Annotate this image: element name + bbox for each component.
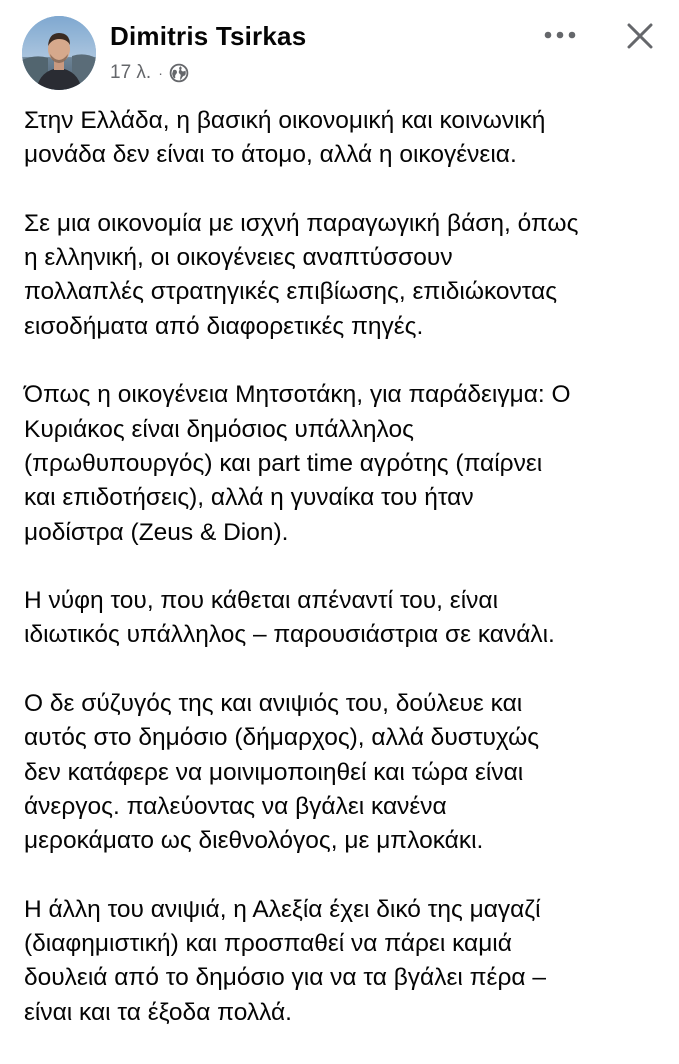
more-options-button[interactable] [538, 20, 582, 50]
text-line: μοδίστρα (Zeus & Dion). [24, 518, 289, 546]
post-paragraph [24, 207, 669, 344]
post-paragraph [24, 378, 669, 549]
text-line: Κυριάκος είναι δημόσιος υπάλληλος [24, 415, 414, 443]
post-header [0, 0, 679, 100]
text-line: Σε μια οικονομία με ισχνή παραγωγική βάση, όπως [24, 209, 579, 237]
text-line: (διαφημιστική) και προσπαθεί να πάρει καμιά [24, 930, 512, 958]
text-line: και επιδοτήσεις), αλλά η γυναίκα του ήταν [24, 484, 474, 512]
text-line: δουλειά από το δημόσιο για να τα βγάλει πέρα – [24, 964, 546, 992]
post-timestamp[interactable]: 17 λ. [110, 62, 152, 83]
text-line: δεν κατάφερε να μοινιμοποιηθεί και τώρα είναι [24, 758, 524, 786]
text-line: Η νύφη του, που κάθεται απέναντί του, είναι [24, 587, 499, 615]
post-paragraph [24, 687, 669, 858]
author-name[interactable]: Dimitris Tsirkas [110, 21, 307, 51]
more-options-icon [544, 31, 576, 39]
text-line: μονάδα δεν είναι το άτομο, αλλά η οικογένεια. [24, 141, 517, 169]
text-line: Ο δε σύζυγός της και ανιψιός του, δούλευε και [24, 690, 523, 718]
avatar-photo [22, 16, 96, 90]
text-line: η ελληνική, οι οικογένειες αναπτύσσουν [24, 244, 453, 272]
text-line: ιδιωτικός υπάλληλος – παρουσιάστρια σε κανάλι. [24, 621, 555, 649]
post-paragraph [24, 104, 669, 173]
close-button[interactable] [620, 16, 660, 56]
text-line: άνεργος. παλεύοντας να βγάλει κανένα [24, 792, 447, 820]
text-line: αυτός στο δημόσιο (δήμαρχος), αλλά δυστυχώς [24, 724, 540, 752]
text-line: πολλαπλές στρατηγικές επιβίωσης, επιδιώκοντας [24, 278, 558, 306]
text-line: Στην Ελλάδα, η βασική οικονομική και κοινωνική [24, 107, 546, 134]
avatar[interactable] [22, 16, 96, 90]
post-text [24, 104, 669, 1064]
post-meta [110, 60, 189, 86]
text-line: είναι και τα έξοδα πολλά. [24, 998, 292, 1026]
post-paragraph [24, 893, 669, 1030]
text-line: Όπως η οικογένεια Μητσοτάκη, για παράδειγμα: Ο [24, 381, 571, 409]
post-paragraph [24, 584, 669, 653]
text-line: (πρωθυπουργός) και part time αγρότης (παίρνει [24, 449, 543, 477]
globe-icon[interactable] [169, 63, 189, 83]
close-icon [626, 22, 654, 50]
meta-separator: · [158, 65, 163, 81]
text-line: μεροκάματο ως διεθνολόγος, με μπλοκάκι. [24, 827, 484, 855]
text-line: Η άλλη του ανιψιά, η Αλεξία έχει δικό της μαγαζί [24, 895, 541, 923]
text-line: εισοδήματα από διαφορετικές πηγές. [24, 312, 424, 340]
